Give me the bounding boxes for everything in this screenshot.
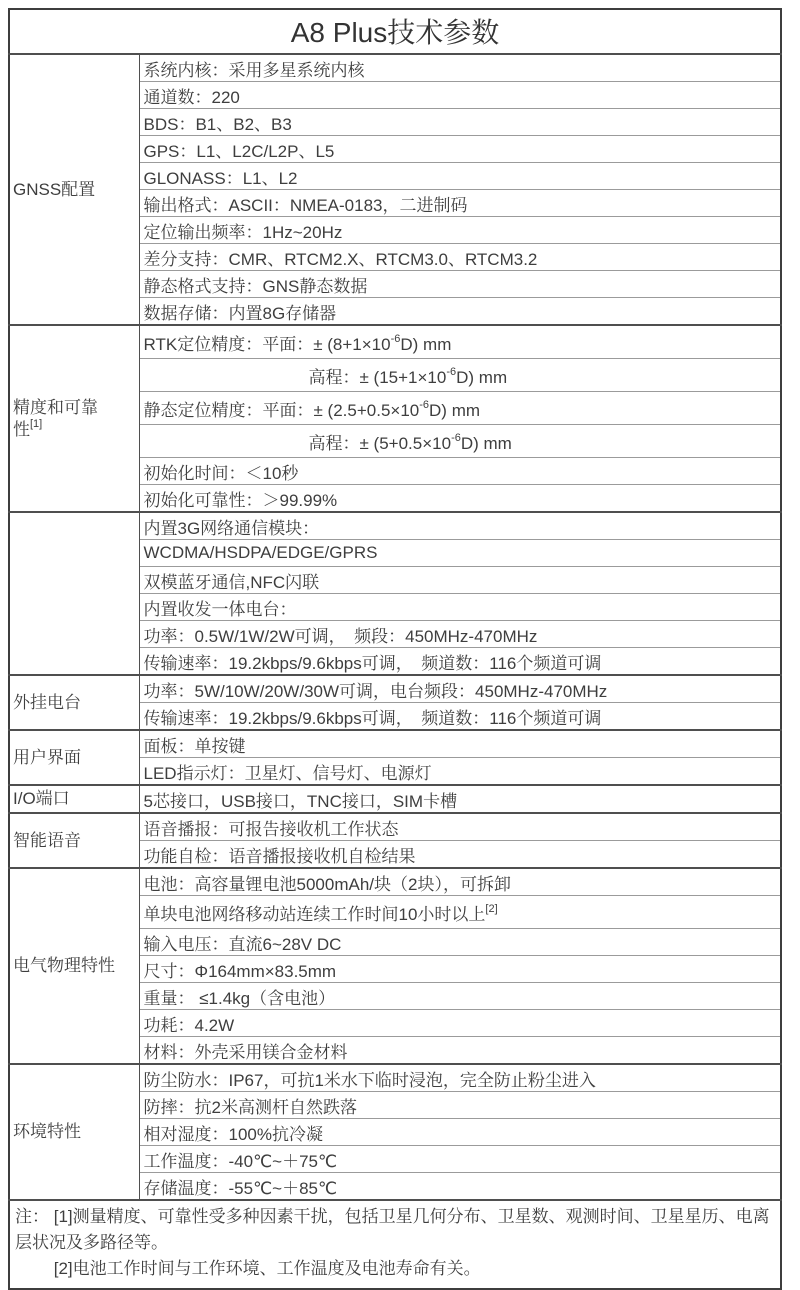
spec-value-text: GLONASS：L1、L2 [143, 168, 298, 188]
spec-value-text: 差分支持：CMR、RTCM2.X、RTCM3.0、RTCM3.2 [143, 249, 538, 269]
spec-value-gnss-2 [139, 109, 781, 136]
spec-row-io-ports-0 [9, 785, 781, 813]
spec-value-text: 静态定位精度：平面：± (2.5+0.5×10 [143, 400, 420, 420]
spec-value-smart-voice-0 [139, 813, 781, 841]
spec-row-environment-0 [9, 1064, 781, 1092]
spec-value-text: 双模蓝牙通信,NFC闪联 [143, 572, 320, 592]
page-title: A8 Plus技术参数 [290, 17, 500, 48]
spec-value-text: 高程：± (5+0.5×10 [308, 433, 452, 453]
spec-value-text: 相对湿度：100%抗冷凝 [143, 1124, 323, 1144]
spec-value-superscript: -6 [451, 431, 461, 444]
spec-value-superscript: -6 [419, 398, 430, 411]
section-label-io-ports [9, 785, 139, 813]
spec-value-text: 功耗：4.2W [143, 1015, 235, 1035]
spec-value-gnss-5 [139, 190, 781, 217]
spec-value-text: 防摔：抗2米高测杆自然跌落 [143, 1097, 357, 1117]
spec-value-text: 电池：高容量锂电池5000mAh/块（2块），可拆卸 [143, 874, 511, 894]
spec-value-text: LED指示灯：卫星灯、信号灯、电源灯 [143, 763, 432, 783]
section-label-electrical-physical [9, 868, 139, 1064]
spec-value-accuracy-reliability-3 [139, 425, 781, 458]
spec-value-communication-0 [139, 512, 781, 540]
title-row [9, 9, 781, 54]
spec-value-text: 定位输出频率：1Hz~20Hz [143, 222, 343, 242]
spec-value-text: GPS：L1、L2C/L2P、L5 [143, 141, 335, 161]
spec-row-gnss-0 [9, 54, 781, 82]
spec-value-text: RTK定位精度：平面：± (8+1×10 [143, 334, 391, 354]
section-label-smart-voice [9, 813, 139, 868]
spec-value-text: 材料：外壳采用镁合金材料 [143, 1042, 348, 1062]
spec-value-communication-5 [139, 648, 781, 676]
spec-value-superscript: -6 [446, 365, 457, 378]
spec-row-electrical-physical-0 [9, 868, 781, 896]
section-label-text: GNSS配置 [13, 179, 96, 199]
spec-value-text: 语音播报：可报告接收机工作状态 [143, 819, 399, 839]
spec-value-text: 系统内核：采用多星系统内核 [143, 60, 365, 80]
spec-value-text: 功能自检：语音播报接收机自检结果 [143, 846, 416, 866]
spec-value-smart-voice-1 [139, 841, 781, 869]
notes-row [9, 1200, 781, 1289]
spec-value-text: 防尘防水：IP67，可抗1米水下临时浸泡，完全防止粉尘进入 [143, 1070, 596, 1090]
spec-value-text: 功率：0.5W/1W/2W可调， 频段：450MHz-470MHz [143, 626, 538, 646]
spec-value-text: 内置3G网络通信模块： [143, 518, 320, 538]
spec-value-gnss-6 [139, 217, 781, 244]
spec-value-environment-1 [139, 1092, 781, 1119]
section-label-environment [9, 1064, 139, 1200]
section-label-text: 电气物理特性 [13, 956, 115, 975]
spec-value-gnss-7 [139, 244, 781, 271]
spec-value-text: 初始化可靠性：＞99.99% [143, 490, 338, 510]
spec-row-user-interface-0 [9, 730, 781, 758]
spec-table-footer [9, 1200, 781, 1289]
spec-value-text: 高程：± (15+1×10 [308, 367, 447, 387]
spec-value-accuracy-reliability-1 [139, 359, 781, 392]
spec-value-text: 输出格式：ASCII：NMEA-0183，二进制码 [143, 195, 468, 215]
section-label-communication [9, 512, 139, 675]
spec-value-text: WCDMA/HSDPA/EDGE/GPRS [143, 543, 378, 562]
spec-value-external-radio-1 [139, 703, 781, 731]
section-label-text: 智能语音 [13, 830, 81, 850]
spec-value-user-interface-1 [139, 758, 781, 786]
spec-value-communication-4 [139, 621, 781, 648]
spec-value-gnss-8 [139, 271, 781, 298]
spec-value-text: 存储温度：-55℃~＋85℃ [143, 1178, 338, 1198]
spec-value-text: 传输速率：19.2kbps/9.6kbps可调， 频道数：116个频道可调 [143, 653, 602, 673]
spec-value-io-ports-0 [139, 785, 781, 813]
spec-value-text: 面板：单按键 [143, 736, 246, 756]
spec-value-electrical-physical-3 [139, 956, 781, 983]
spec-value-user-interface-0 [139, 730, 781, 758]
spec-value-text: D) mm [400, 334, 452, 354]
spec-value-text: 静态格式支持：GNS静态数据 [143, 276, 368, 296]
spec-value-environment-4 [139, 1173, 781, 1201]
section-label-text: 环境特性 [13, 1122, 81, 1141]
spec-value-text: D) mm [456, 367, 508, 387]
spec-value-gnss-1 [139, 82, 781, 109]
spec-value-text: 内置收发一体电台： [143, 599, 297, 619]
spec-value-accuracy-reliability-5 [139, 485, 781, 513]
spec-value-text: 5芯接口，USB接口，TNC接口，SIM卡槽 [143, 791, 458, 811]
spec-value-electrical-physical-1 [139, 896, 781, 929]
spec-value-text: 重量： ≤1.4kg（含电池） [143, 988, 336, 1008]
spec-row-communication-0 [9, 512, 781, 540]
spec-value-gnss-4 [139, 163, 781, 190]
spec-value-gnss-3 [139, 136, 781, 163]
spec-value-text: 工作温度：-40℃~＋75℃ [143, 1151, 338, 1171]
spec-value-text: D) mm [460, 433, 512, 453]
spec-value-environment-3 [139, 1146, 781, 1173]
section-label-superscript: [1] [30, 417, 43, 430]
spec-table [8, 8, 782, 1290]
spec-value-text: BDS：B1、B2、B3 [143, 114, 292, 134]
section-label-user-interface [9, 730, 139, 785]
spec-value-electrical-physical-4 [139, 983, 781, 1010]
spec-value-superscript: -6 [390, 332, 401, 345]
spec-value-gnss-0 [139, 54, 781, 82]
spec-value-text: 功率：5W/10W/20W/30W可调，电台频段：450MHz-470MHz [143, 681, 608, 701]
spec-value-electrical-physical-6 [139, 1037, 781, 1065]
spec-value-communication-3 [139, 594, 781, 621]
spec-value-electrical-physical-0 [139, 868, 781, 896]
section-label-text: 外挂电台 [13, 692, 81, 712]
spec-value-electrical-physical-2 [139, 929, 781, 956]
section-label-text: 性 [13, 419, 30, 439]
spec-value-environment-2 [139, 1119, 781, 1146]
spec-value-communication-1 [139, 540, 781, 567]
section-label-text: 用户界面 [13, 747, 81, 767]
spec-value-superscript: [2] [485, 902, 498, 915]
notes-cell [9, 1200, 781, 1289]
note-line-1: 注： [1]测量精度、可靠性受多种因素干扰，包括卫星几何分布、卫星数、观测时间、卫星星历、电离层状况及多路径等。 [15, 1207, 770, 1252]
spec-value-text: 数据存储：内置8G存储器 [143, 303, 337, 323]
spec-row-external-radio-0 [9, 675, 781, 703]
spec-value-gnss-9 [139, 298, 781, 326]
spec-value-accuracy-reliability-4 [139, 458, 781, 485]
spec-value-text: 传输速率：19.2kbps/9.6kbps可调， 频道数：116个频道可调 [143, 708, 602, 728]
note-line-2: [2]电池工作时间与工作环境、工作温度及电池寿命有关。 [15, 1259, 481, 1278]
spec-value-accuracy-reliability-0 [139, 325, 781, 359]
section-label-external-radio [9, 675, 139, 730]
spec-value-electrical-physical-5 [139, 1010, 781, 1037]
spec-row-smart-voice-0 [9, 813, 781, 841]
spec-value-text: 尺寸：Φ164mm×83.5mm [143, 961, 337, 981]
spec-value-text: 初始化时间：＜10秒 [143, 463, 299, 483]
spec-table-body [9, 54, 781, 1200]
spec-value-accuracy-reliability-2 [139, 392, 781, 425]
spec-value-text: 输入电压：直流6~28V DC [143, 934, 342, 954]
section-label-accuracy-reliability [9, 325, 139, 512]
spec-value-communication-2 [139, 567, 781, 594]
spec-table-header [9, 9, 781, 54]
spec-value-text: 通道数：220 [143, 87, 240, 107]
spec-row-accuracy-reliability-0 [9, 325, 781, 359]
spec-value-external-radio-0 [139, 675, 781, 703]
spec-value-text: 单块电池网络移动站连续工作时间10小时以上 [143, 904, 486, 924]
spec-value-text: D) mm [429, 400, 481, 420]
section-label-text: I/O端口 [13, 789, 70, 808]
spec-value-environment-0 [139, 1064, 781, 1092]
section-label-text: 精度和可靠 [13, 397, 98, 417]
section-label-gnss [9, 54, 139, 325]
